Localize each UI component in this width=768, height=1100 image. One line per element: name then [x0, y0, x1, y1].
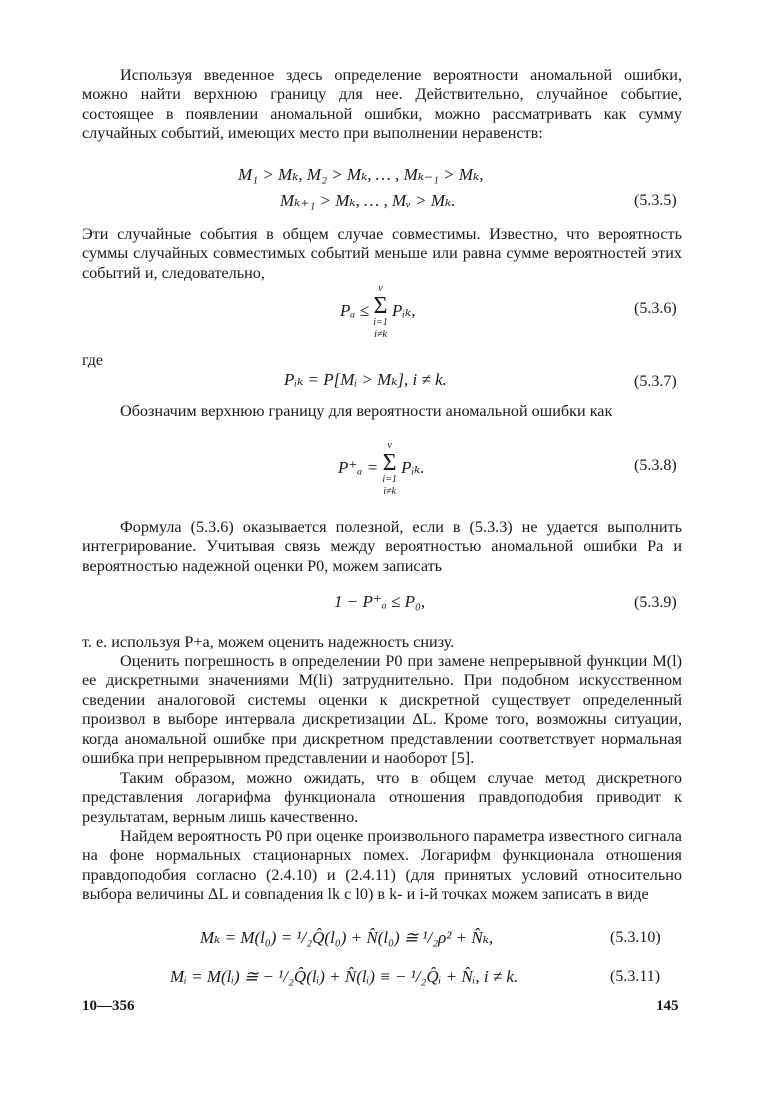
paragraph-7: Таким образом, можно ожидать, что в общем случае метод дискретного представления логарифма функционала отношения правдоподобия приводит к результатам, верным лишь качественно.	[82, 769, 682, 826]
paragraph-4: Формула (5.3.6) оказывается полезной, если в (5.3.3) не удается выполнить интегрирование. Учитывая связь между вероятностью аномальной ошибки Pa и вероятностью надежной оценки P0, можем записать	[82, 518, 682, 575]
equation-number-5-3-5: (5.3.5)	[634, 192, 677, 209]
signature-mark: 10—356	[82, 998, 135, 1014]
sum-operator	[382, 440, 397, 498]
equation-5-3-6	[340, 283, 416, 341]
equation-5-3-6-right: Pᵢₖ,	[391, 300, 416, 320]
where-label: где	[82, 352, 104, 369]
sum-lower-limit: i=1	[382, 474, 397, 485]
sum-operator	[373, 283, 388, 341]
equation-5-3-8	[338, 440, 425, 498]
paragraph-2: Эти случайные события в общем случае совместимы. Известно, что вероятность суммы случайных совместимых событий меньше или равна сумме вероятностей этих событий и, следовательно,	[82, 225, 682, 282]
sum-exclusion: i≠k	[383, 486, 396, 497]
sigma-symbol: Σ	[382, 450, 397, 476]
paragraph-5: т. е. используя P+a, можем оценить надежность снизу.	[82, 633, 455, 651]
equation-5-3-11: Mᵢ = M(lᵢ) ≅ − ¹/₂Q̂(lᵢ) + N̂(lᵢ) ≡ − ¹/₂Q̂ᵢ + N̂ᵢ, i ≠ k.	[170, 967, 519, 986]
equation-number-5-3-10: (5.3.10)	[610, 929, 661, 946]
paragraph-3: Обозначим верхнюю границу для вероятности аномальной ошибки как	[120, 402, 613, 420]
equation-number-5-3-7: (5.3.7)	[634, 373, 677, 390]
equation-5-3-5-line-2: Mₖ₊₁ > Mₖ, … , Mᵥ > Mₖ.	[280, 191, 456, 210]
equation-5-3-9: 1 − P⁺ₐ ≤ P₀,	[334, 592, 426, 611]
sum-upper-limit: ν	[387, 440, 392, 451]
equation-5-3-7: Pᵢₖ = P[Mᵢ > Mₖ], i ≠ k.	[284, 370, 447, 389]
paragraph-1: Используя введенное здесь определение вероятности аномальной ошибки, можно найти верхнюю границу для нее. Действительно, случайное событие, состоящее в появлении аномальной ошибки, можно рассматривать как сумму случайных событий, имеющих место при выполнении неравенств:	[82, 66, 682, 143]
page-number: 145	[656, 998, 679, 1014]
equation-5-3-10: Mₖ = M(l₀) = ¹/₂Q̂(l₀) + N̂(l₀) ≅ ¹/₂ρ² + N̂ₖ,	[200, 928, 494, 947]
sum-exclusion: i≠k	[374, 329, 387, 340]
equation-number-5-3-8: (5.3.8)	[634, 457, 677, 474]
equation-number-5-3-6: (5.3.6)	[634, 300, 677, 317]
paragraph-6: Оценить погрешность в определении P0 при замене непрерывной функции M(l) ее дискретными значениями M(li) затруднительно. При подобном искусственном сведении аналоговой системы оценки к дискретной существует определенный произвол в выборе интервала дискретизации ΔL. Кроме того, возможны ситуации, когда аномальной ошибке при дискретном представлении соответствует нормальная ошибка при непрерывном представлении и наоборот [5].	[82, 652, 682, 768]
equation-number-5-3-11: (5.3.11)	[610, 968, 661, 985]
equation-5-3-8-left: P⁺ₐ =	[338, 457, 379, 477]
sum-upper-limit: ν	[378, 283, 383, 294]
paragraph-8: Найдем вероятность P0 при оценке произвольного параметра известного сигнала на фоне нормальных стационарных помех. Логарифм функционала отношения правдоподобия согласно (2.4.10) и (2.4.11) (для принятых условий относительно выбора величины ΔL и совпадения lk с l0) в k- и i-й точках можем записать в виде	[82, 827, 682, 904]
sigma-symbol: Σ	[373, 293, 388, 319]
equation-5-3-6-left: Pₐ ≤	[340, 300, 369, 320]
equation-5-3-5-line-1: M₁ > Mₖ, M₂ > Mₖ, … , Mₖ₋₁ > Mₖ,	[238, 165, 484, 184]
equation-number-5-3-9: (5.3.9)	[634, 594, 677, 611]
sum-lower-limit: i=1	[373, 317, 388, 328]
equation-5-3-8-right: Pᵢₖ.	[401, 457, 425, 477]
